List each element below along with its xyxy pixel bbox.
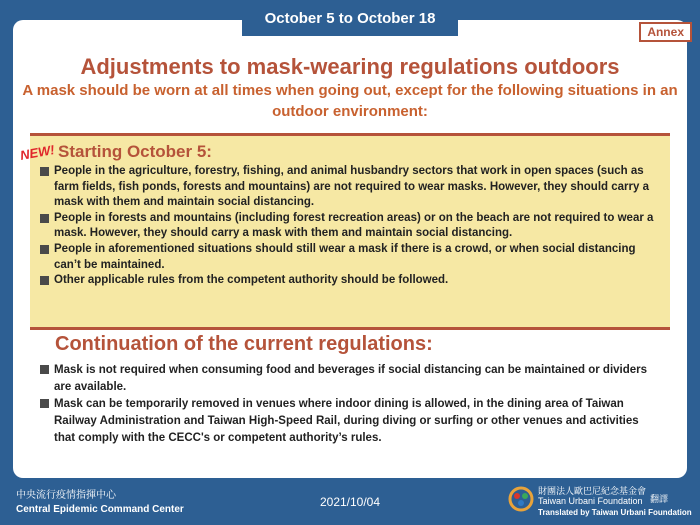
cecc-name-en: Central Epidemic Command Center [16,504,184,515]
list-item-text: Mask can be temporarily removed in venues where indoor dining is allowed, in the dining area of Taiwan Railway Administration and Taiwan High-Speed Rail, during diving or surfing or other venues and activities that comply with the CECC's or competent authority’s rules. [54,398,639,444]
annex-badge: Annex [639,22,692,42]
page-subtitle: A mask should be worn at all times when going out, except for the following situations in an outdoor environment: [22,82,678,120]
square-bullet-icon [40,399,49,408]
publish-date: 2021/10/04 [319,495,381,509]
square-bullet-icon [40,214,49,223]
square-bullet-icon [40,365,49,374]
list-item [40,242,662,273]
new-rules-heading: Starting October 5: [58,142,212,161]
square-bullet-icon [40,167,49,176]
foundation-name-en: Taiwan Urbani Foundation [538,496,643,506]
translate-label-cn: 翻譯 [650,494,669,504]
square-bullet-icon [40,276,49,285]
foundation-logo-icon [508,486,534,512]
list-item-text: People in forests and mountains (including forest recreation areas) or on the beach are not required to wear a mask. However, they should carry a mask with them and maintain social distancing. [54,211,654,240]
date-range-label: October 5 to October 18 [264,9,436,27]
translated-by-label: Translated by Taiwan Urbani Foundation [538,508,692,517]
continuation-heading: Continuation of the current regulations: [55,333,433,355]
date-range-tab [242,0,458,36]
cecc-name-cn: 中央流行疫情指揮中心 [16,490,116,501]
list-item-text: People in the agriculture, forestry, fishing, and animal husbandry sectors that work in open spaces (such as farm fields, fish ponds, forests and mountains) are not required to wear masks. However, they should carry a mask with them and maintain social distancing. [54,165,649,209]
list-item [40,211,662,242]
continuation-list [40,362,662,447]
list-item-text: Other applicable rules from the competent authority should be followed. [54,274,449,287]
foundation-name-cn: 財團法人歐巴尼紀念基金會 [538,486,647,496]
page-title: Adjustments to mask-wearing regulations outdoors [80,54,620,79]
list-item [40,362,662,396]
list-item [40,396,662,447]
foundation-name [538,486,646,506]
new-badge: NEW! [18,142,56,163]
list-item-text: Mask is not required when consuming food and beverages if social distancing can be maintained or dividers are available. [54,364,648,393]
list-item-text: People in aforementioned situations should still wear a mask if there is a crowd, or when social distancing can’t be maintained. [54,242,636,271]
list-item [40,164,662,211]
translator-credit [508,484,693,520]
square-bullet-icon [40,245,49,254]
list-item [40,273,662,289]
new-rules-list [40,164,662,289]
